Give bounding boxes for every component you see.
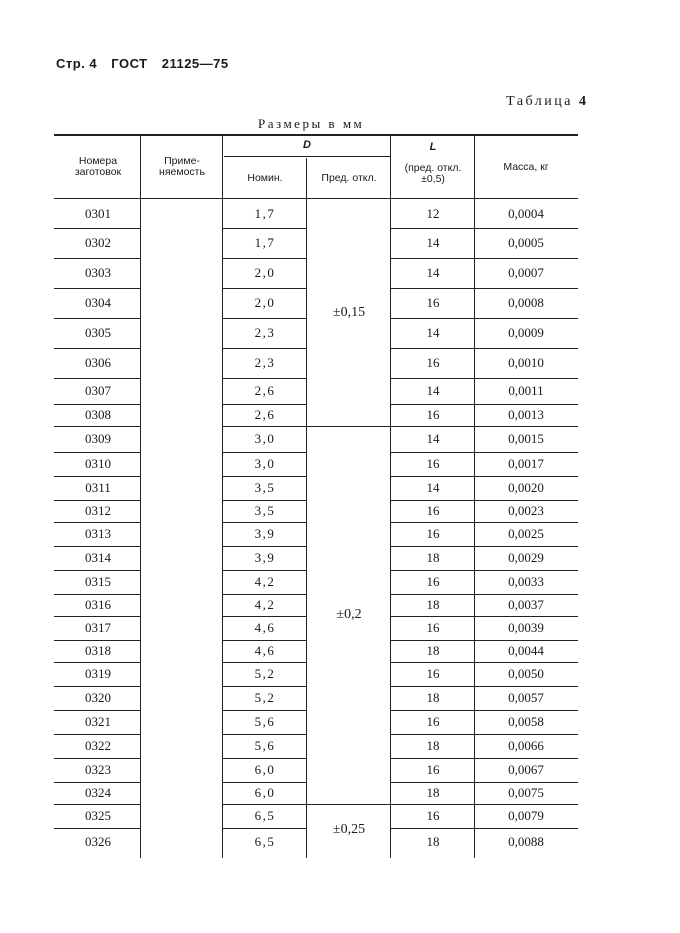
cell-mass: 0,0050 (508, 666, 544, 681)
cell-number: 0309 (85, 431, 111, 446)
cell-nominal: 4,6 (254, 620, 276, 635)
cell-nominal: 3,5 (254, 480, 276, 495)
cell-length: 16 (426, 714, 440, 729)
cell-nominal: 6,5 (254, 808, 276, 823)
cell-nominal: 2,0 (254, 265, 276, 280)
cell-mass: 0,0008 (508, 295, 544, 310)
cell-tolerance: ±0,25 (332, 822, 366, 837)
cell-mass: 0,0066 (508, 738, 544, 753)
cell-length: 18 (426, 690, 440, 705)
header-nominal: Номин. (247, 171, 283, 184)
header-number: Номера заготовок (74, 155, 122, 178)
cell-nominal: 3,0 (254, 456, 276, 471)
cell-number: 0317 (85, 620, 111, 635)
cell-length: 18 (426, 738, 440, 753)
cell-mass: 0,0007 (508, 265, 544, 280)
cell-mass: 0,0013 (508, 407, 544, 422)
cell-mass: 0,0010 (508, 355, 544, 370)
cell-number: 0313 (85, 526, 111, 541)
cell-length: 16 (426, 407, 440, 422)
cell-number: 0307 (85, 383, 111, 398)
page-label: Стр. 4 (56, 56, 98, 71)
cell-length: 18 (426, 597, 440, 612)
cell-nominal: 5,6 (254, 714, 276, 729)
cell-number: 0318 (85, 643, 111, 658)
cell-mass: 0,0029 (508, 550, 544, 565)
cell-mass: 0,0004 (508, 206, 544, 221)
cell-length: 18 (426, 834, 440, 849)
cell-length: 14 (426, 480, 440, 495)
cell-mass: 0,0009 (508, 325, 544, 340)
cell-length: 16 (426, 456, 440, 471)
units-note: Размеры в мм (258, 116, 365, 131)
cell-nominal: 6,0 (254, 785, 276, 800)
cell-length: 12 (426, 206, 440, 221)
header-tolerance: Пред. откл. (321, 171, 377, 184)
cell-nominal: 4,2 (254, 597, 276, 612)
cell-mass: 0,0023 (508, 503, 544, 518)
cell-length: 16 (426, 666, 440, 681)
cell-length: 18 (426, 785, 440, 800)
cell-nominal: 2,3 (254, 355, 276, 370)
cell-length: 18 (426, 643, 440, 658)
d-group-rule (224, 156, 390, 157)
cell-nominal: 2,6 (254, 407, 276, 422)
cell-length: 16 (426, 762, 440, 777)
cell-nominal: 6,5 (254, 834, 276, 849)
cell-mass: 0,0037 (508, 597, 544, 612)
col-rule-5 (474, 136, 475, 858)
cell-number: 0319 (85, 666, 111, 681)
cell-mass: 0,0088 (508, 834, 544, 849)
cell-nominal: 4,2 (254, 574, 276, 589)
cell-length: 14 (426, 235, 440, 250)
cell-length: 14 (426, 265, 440, 280)
cell-nominal: 3,9 (254, 526, 276, 541)
table-top-rule (54, 134, 578, 136)
standard-number: 21125—75 (161, 56, 229, 71)
header-applicability: Приме-няемость (159, 155, 205, 178)
cell-mass: 0,0017 (508, 456, 544, 471)
cell-number: 0310 (85, 456, 111, 471)
cell-length: 16 (426, 503, 440, 518)
cell-number: 0304 (85, 295, 111, 310)
cell-mass: 0,0020 (508, 480, 544, 495)
cell-number: 0301 (85, 206, 111, 221)
cell-nominal: 2,3 (254, 325, 276, 340)
cell-number: 0320 (85, 690, 111, 705)
cell-mass: 0,0039 (508, 620, 544, 635)
cell-nominal: 2,0 (254, 295, 276, 310)
cell-mass: 0,0058 (508, 714, 544, 729)
cell-number: 0303 (85, 265, 111, 280)
cell-number: 0324 (85, 785, 111, 800)
cell-length: 14 (426, 325, 440, 340)
cell-mass: 0,0079 (508, 808, 544, 823)
cell-nominal: 3,9 (254, 550, 276, 565)
cell-number: 0308 (85, 407, 111, 422)
cell-number: 0323 (85, 762, 111, 777)
cell-length: 16 (426, 355, 440, 370)
cell-mass: 0,0067 (508, 762, 544, 777)
cell-length: 16 (426, 574, 440, 589)
cell-nominal: 1,7 (254, 206, 276, 221)
table-number: 4 (579, 94, 586, 109)
cell-nominal: 5,2 (254, 666, 276, 681)
cell-mass: 0,0005 (508, 235, 544, 250)
cell-nominal: 2,6 (254, 383, 276, 398)
cell-number: 0311 (85, 480, 111, 495)
cell-tolerance: ±0,2 (336, 607, 362, 622)
cell-number: 0322 (85, 738, 111, 753)
cell-mass: 0,0015 (508, 431, 544, 446)
cell-nominal: 6,0 (254, 762, 276, 777)
cell-mass: 0,0025 (508, 526, 544, 541)
col-rule-3 (306, 158, 307, 858)
col-rule-4 (390, 136, 391, 858)
header-mass: Масса, кг (503, 160, 549, 173)
cell-number: 0306 (85, 355, 111, 370)
cell-number: 0315 (85, 574, 111, 589)
header-l-note: (пред. откл. ±0,5) (404, 162, 462, 185)
cell-nominal: 1,7 (254, 235, 276, 250)
cell-length: 16 (426, 295, 440, 310)
cell-number: 0325 (85, 808, 111, 823)
cell-mass: 0,0044 (508, 643, 544, 658)
header-bottom-rule (54, 198, 578, 199)
cell-tolerance: ±0,15 (332, 305, 366, 320)
header-l: L (429, 140, 437, 153)
col-rule-2 (222, 136, 223, 858)
cell-mass: 0,0011 (508, 383, 544, 398)
cell-mass: 0,0033 (508, 574, 544, 589)
cell-length: 16 (426, 808, 440, 823)
cell-number: 0326 (85, 834, 111, 849)
table-word: Таблица (506, 94, 573, 109)
cell-length: 16 (426, 620, 440, 635)
standard-label: ГОСТ (111, 56, 148, 71)
cell-number: 0316 (85, 597, 111, 612)
cell-nominal: 5,6 (254, 738, 276, 753)
cell-length: 18 (426, 550, 440, 565)
cell-length: 16 (426, 526, 440, 541)
header-d: D (303, 138, 311, 151)
cell-mass: 0,0075 (508, 785, 544, 800)
cell-number: 0302 (85, 235, 111, 250)
cell-nominal: 4,6 (254, 643, 276, 658)
cell-length: 14 (426, 383, 440, 398)
cell-length: 14 (426, 431, 440, 446)
col-rule-1 (140, 136, 141, 858)
cell-mass: 0,0057 (508, 690, 544, 705)
cell-number: 0305 (85, 325, 111, 340)
cell-number: 0312 (85, 503, 111, 518)
cell-number: 0314 (85, 550, 111, 565)
cell-nominal: 3,5 (254, 503, 276, 518)
cell-number: 0321 (85, 714, 111, 729)
cell-nominal: 3,0 (254, 431, 276, 446)
cell-nominal: 5,2 (254, 690, 276, 705)
